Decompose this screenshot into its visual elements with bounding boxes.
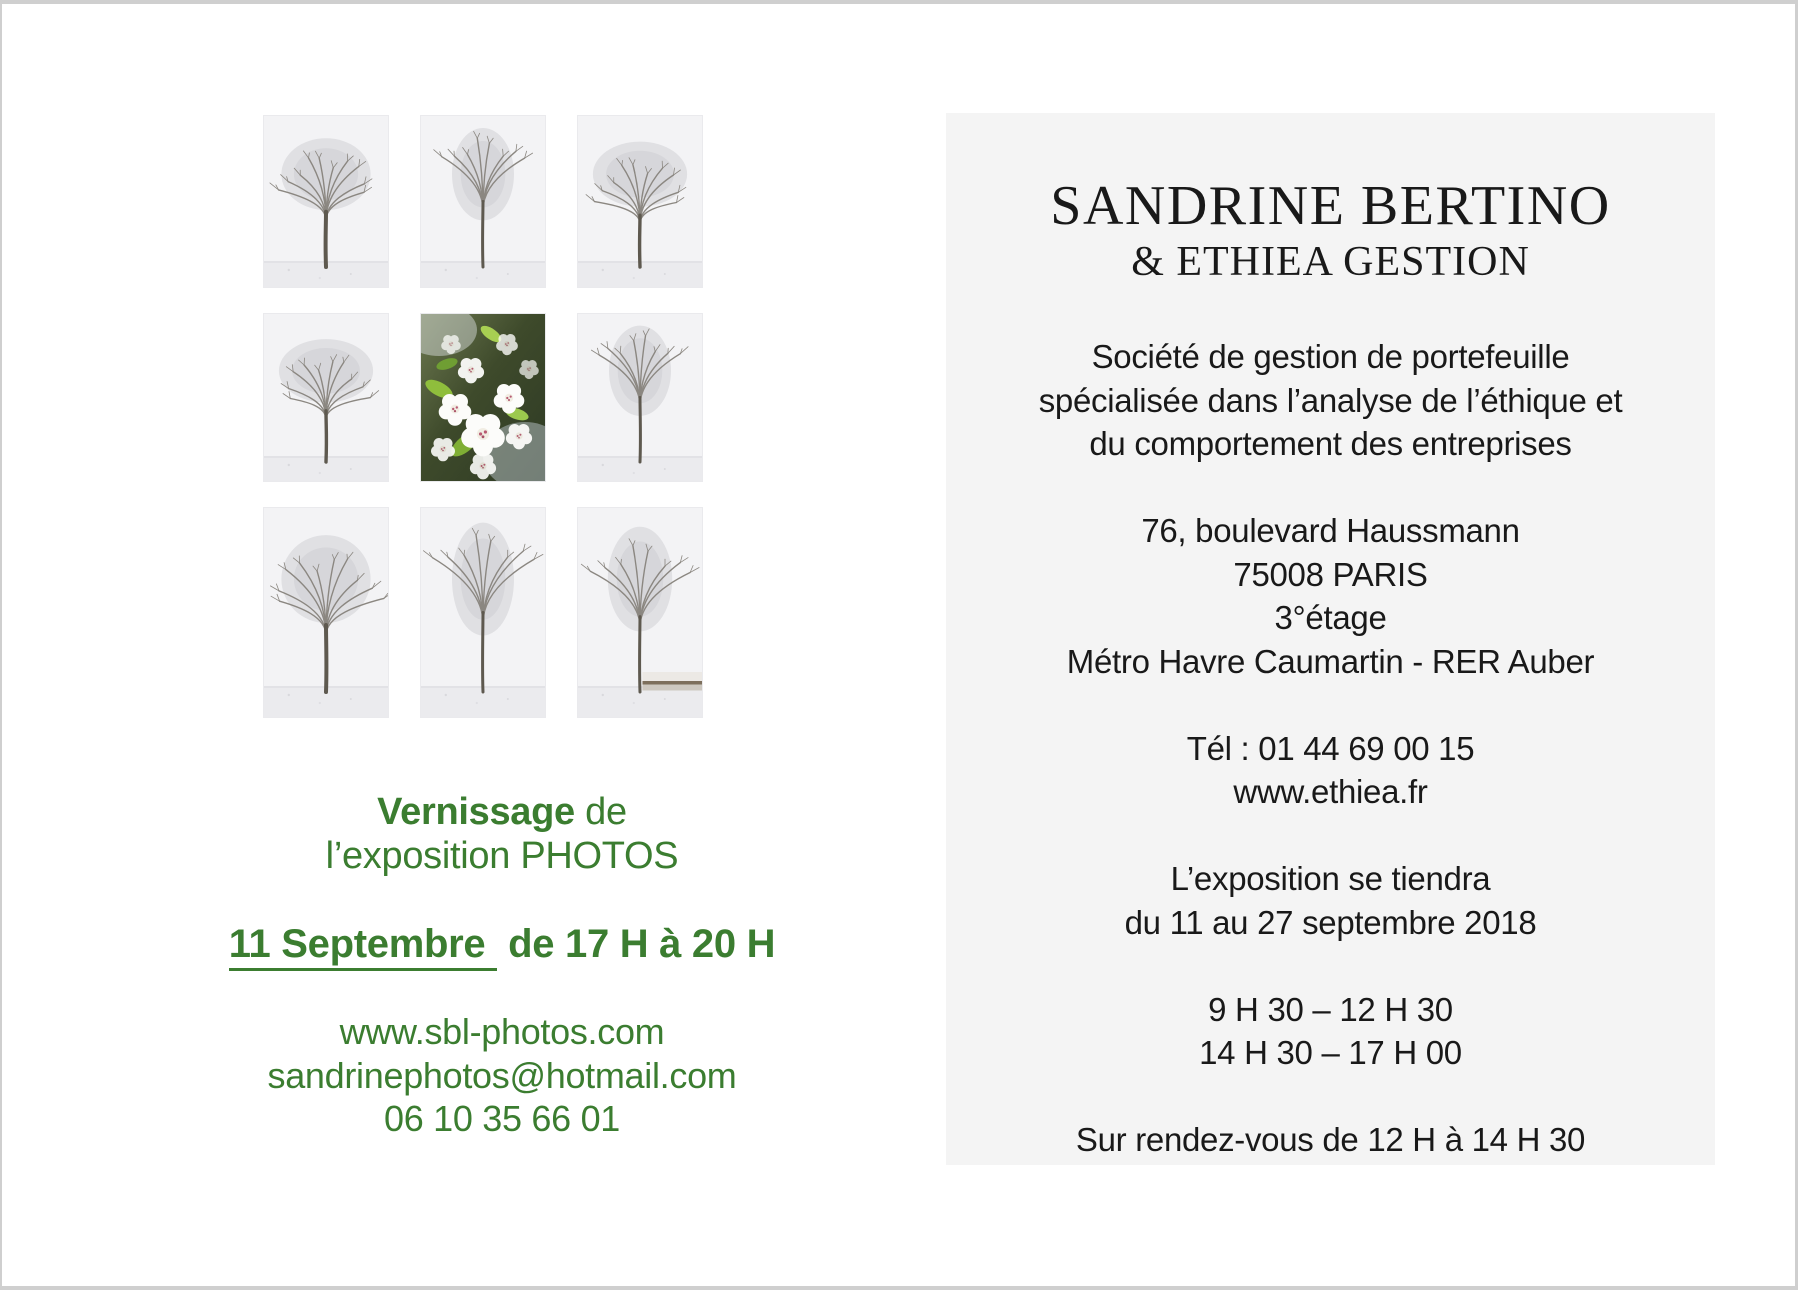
winter-tree-illustration xyxy=(578,314,702,481)
company-panel xyxy=(946,113,1715,1165)
company-subtitle: & ETHIEA GESTION xyxy=(1131,239,1530,285)
winter-tree-illustration xyxy=(264,508,388,717)
photo-winter-tree-round xyxy=(264,116,388,287)
vernissage-block xyxy=(2,790,1002,1141)
photo-winter-tree-broad xyxy=(264,508,388,717)
photo-winter-tree-young xyxy=(421,508,545,717)
vernissage-contact xyxy=(2,1010,1002,1141)
vernissage-date xyxy=(2,922,1002,966)
company-description-line: Société de gestion de portefeuille xyxy=(1091,338,1570,375)
company-address-line: 3°étage xyxy=(1274,599,1387,636)
photo-winter-tree-slender xyxy=(421,116,545,287)
photo-winter-tree-barn xyxy=(578,508,702,717)
vernissage-heading-rest: de xyxy=(574,791,627,833)
winter-tree-illustration xyxy=(578,116,702,287)
photo-winter-tree-tall xyxy=(578,314,702,481)
exhibition-hours-line: 9 H 30 – 12 H 30 xyxy=(1208,990,1453,1028)
vernissage-heading xyxy=(2,790,1002,834)
exhibition-dates-line: L’exposition se tiendra xyxy=(1170,860,1491,897)
winter-tree-illustration xyxy=(578,508,702,717)
blossom-illustration xyxy=(421,314,545,481)
company-phone: Tél : 01 44 69 00 15 xyxy=(1186,729,1475,767)
company-address-line: 75008 PARIS xyxy=(1233,555,1428,593)
winter-tree-illustration xyxy=(264,314,388,481)
invitation-card xyxy=(2,4,1795,1286)
company-description-line: du comportement des entreprises xyxy=(1089,425,1572,462)
photo-grid xyxy=(264,116,702,717)
vernissage-date-rest: de 17 H à 20 H xyxy=(497,922,776,966)
exhibition-dates-line: du 11 au 27 septembre 2018 xyxy=(1124,903,1537,941)
company-details xyxy=(946,335,1715,1162)
company-website: www.ethiea.fr xyxy=(1233,773,1428,810)
winter-tree-illustration xyxy=(421,116,545,287)
photographer-website: www.sbl-photos.com xyxy=(339,1011,665,1052)
vernissage-heading-bold: Vernissage xyxy=(377,791,575,833)
winter-tree-illustration xyxy=(264,116,388,287)
photo-winter-tree-leaning xyxy=(264,314,388,481)
barn-structure xyxy=(642,672,702,691)
photographer-email: sandrinephotos@hotmail.com xyxy=(267,1054,737,1096)
photographer-phone: 06 10 35 66 01 xyxy=(383,1098,621,1139)
company-name: SANDRINE BERTINO xyxy=(1050,175,1611,237)
photo-winter-tree-spreading xyxy=(578,116,702,287)
company-description-line: spécialisée dans l’analyse de l’éthique et xyxy=(1038,381,1623,419)
vernissage-heading-line2: l’exposition PHOTOS xyxy=(325,835,679,877)
exhibition-hours-line: 14 H 30 – 17 H 00 xyxy=(1199,1034,1462,1071)
company-address-line: 76, boulevard Haussmann xyxy=(1141,512,1520,549)
company-address-line: Métro Havre Caumartin - RER Auber xyxy=(1066,642,1595,680)
winter-tree-illustration xyxy=(421,508,545,717)
appointment-line: Sur rendez-vous de 12 H à 14 H 30 xyxy=(1075,1121,1586,1158)
photo-spring-blossoms xyxy=(421,314,545,481)
vernissage-date-underlined: 11 Septembre xyxy=(229,922,498,971)
